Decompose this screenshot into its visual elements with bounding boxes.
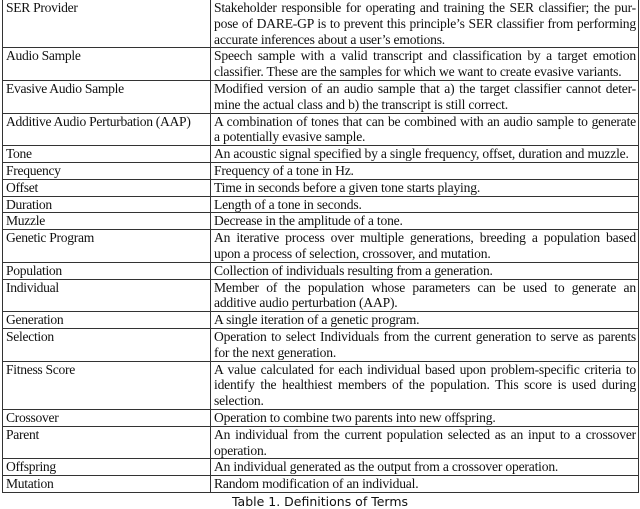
table-row [3, 0, 639, 48]
term-cell: Offspring [3, 459, 211, 476]
definition-line: An iterative process over multiple generations, breeding a population based [214, 230, 636, 246]
definition-line: upon a process of selection, crossover, and mutation. [214, 245, 491, 261]
definition-line: a potentially evasive sample. [214, 129, 366, 145]
table-caption: Table 1. Definitions of Terms [231, 493, 409, 509]
definition-line: An acoustic signal specified by a single frequency, offset, duration and muzzle. [214, 146, 629, 162]
table-row [3, 179, 639, 196]
definition-line: accurate inferences about a user’s emotions. [214, 31, 446, 47]
definition-cell [211, 179, 639, 196]
definition-line: Decrease in the amplitude of a tone. [214, 213, 403, 229]
definition-cell [211, 162, 639, 179]
definition-line: Operation to combine two parents into new offspring. [214, 409, 496, 425]
definition-line: classifier. These are the samples for which we want to create evasive variants. [214, 64, 622, 80]
term-cell: Genetic Program [3, 230, 211, 263]
definition-line: Modified version of an audio sample that a) the target classifier cannot deter- [214, 80, 636, 96]
definition-line: An individual generated as the output from a crossover operation. [214, 459, 559, 475]
definition-cell [211, 476, 639, 493]
term-cell: Individual [3, 279, 211, 312]
term-cell: Fitness Score [3, 361, 211, 409]
table-row [3, 426, 639, 459]
term-cell: SER Provider [3, 0, 211, 48]
definition-line: Length of a tone in seconds. [214, 196, 362, 212]
definition-line: A combination of tones that can be combined with an audio sample to generate [214, 113, 636, 129]
definition-line: A value calculated for each individual based upon problem-specific criteria to [214, 361, 636, 377]
definition-line: additive audio perturbation (AAP). [214, 295, 398, 311]
term-cell: Parent [3, 426, 211, 459]
definition-cell [211, 279, 639, 312]
definition-line: for the next generation. [214, 344, 337, 360]
table-row [3, 476, 639, 493]
term-cell: Offset [3, 179, 211, 196]
definition-line: Stakeholder responsible for operating and training the SER classifier; the pur- [214, 0, 636, 15]
table-row [3, 113, 639, 146]
term-cell: Selection [3, 328, 211, 361]
definition-cell [211, 196, 639, 213]
term-cell: Muzzle [3, 213, 211, 230]
definition-cell [211, 0, 639, 48]
definition-cell [211, 146, 639, 163]
term-cell: Tone [3, 146, 211, 163]
term-cell: Population [3, 262, 211, 279]
definition-cell [211, 361, 639, 409]
definition-cell [211, 80, 639, 113]
definition-line: pose of DARE-GP is to prevent this principle’s SER classifier from performing [214, 15, 636, 31]
definition-line: identify the healthiest members of the population. This score is used during [214, 377, 636, 393]
definition-line: Speech sample with a valid transcript and classification by a target emotion [214, 48, 636, 64]
definitions-table [2, 0, 639, 493]
table-row [3, 80, 639, 113]
table-row [3, 213, 639, 230]
table-body [3, 0, 639, 492]
definition-cell [211, 426, 639, 459]
table-row [3, 162, 639, 179]
table-row [3, 279, 639, 312]
definition-line: A single iteration of a genetic program. [214, 312, 420, 328]
term-cell: Additive Audio Perturbation (AAP) [3, 113, 211, 146]
term-cell: Frequency [3, 162, 211, 179]
term-cell: Audio Sample [3, 48, 211, 81]
table-row [3, 312, 639, 329]
term-cell: Mutation [3, 476, 211, 493]
definition-cell [211, 328, 639, 361]
term-cell: Generation [3, 312, 211, 329]
table-row [3, 361, 639, 409]
definition-cell [211, 113, 639, 146]
term-cell: Evasive Audio Sample [3, 80, 211, 113]
definition-cell [211, 262, 639, 279]
definition-line: Member of the population whose parameters can be used to generate an [214, 279, 636, 295]
definition-line: An individual from the current population selected as an input to a crossover [214, 426, 636, 442]
table-row [3, 328, 639, 361]
table-row [3, 48, 639, 81]
definition-line: Frequency of a tone in Hz. [214, 162, 354, 178]
definition-cell [211, 409, 639, 426]
definition-line: Operation to select Individuals from the current generation to serve as parents [214, 328, 636, 344]
definition-cell [211, 213, 639, 230]
definition-line: Random modification of an individual. [214, 476, 419, 492]
definition-cell [211, 230, 639, 263]
definition-cell [211, 48, 639, 81]
table-row [3, 146, 639, 163]
table-row [3, 409, 639, 426]
definition-line: Collection of individuals resulting from a generation. [214, 262, 493, 278]
table-row [3, 459, 639, 476]
term-cell: Crossover [3, 409, 211, 426]
table-row [3, 230, 639, 263]
definition-line: operation. [214, 442, 267, 458]
definition-line: mine the actual class and b) the transcript is still correct. [214, 96, 508, 112]
definition-cell [211, 459, 639, 476]
table-row [3, 196, 639, 213]
definition-cell [211, 312, 639, 329]
table-row [3, 262, 639, 279]
definition-line: selection. [214, 393, 264, 409]
term-cell: Duration [3, 196, 211, 213]
definition-line: Time in seconds before a given tone starts playing. [214, 179, 481, 195]
